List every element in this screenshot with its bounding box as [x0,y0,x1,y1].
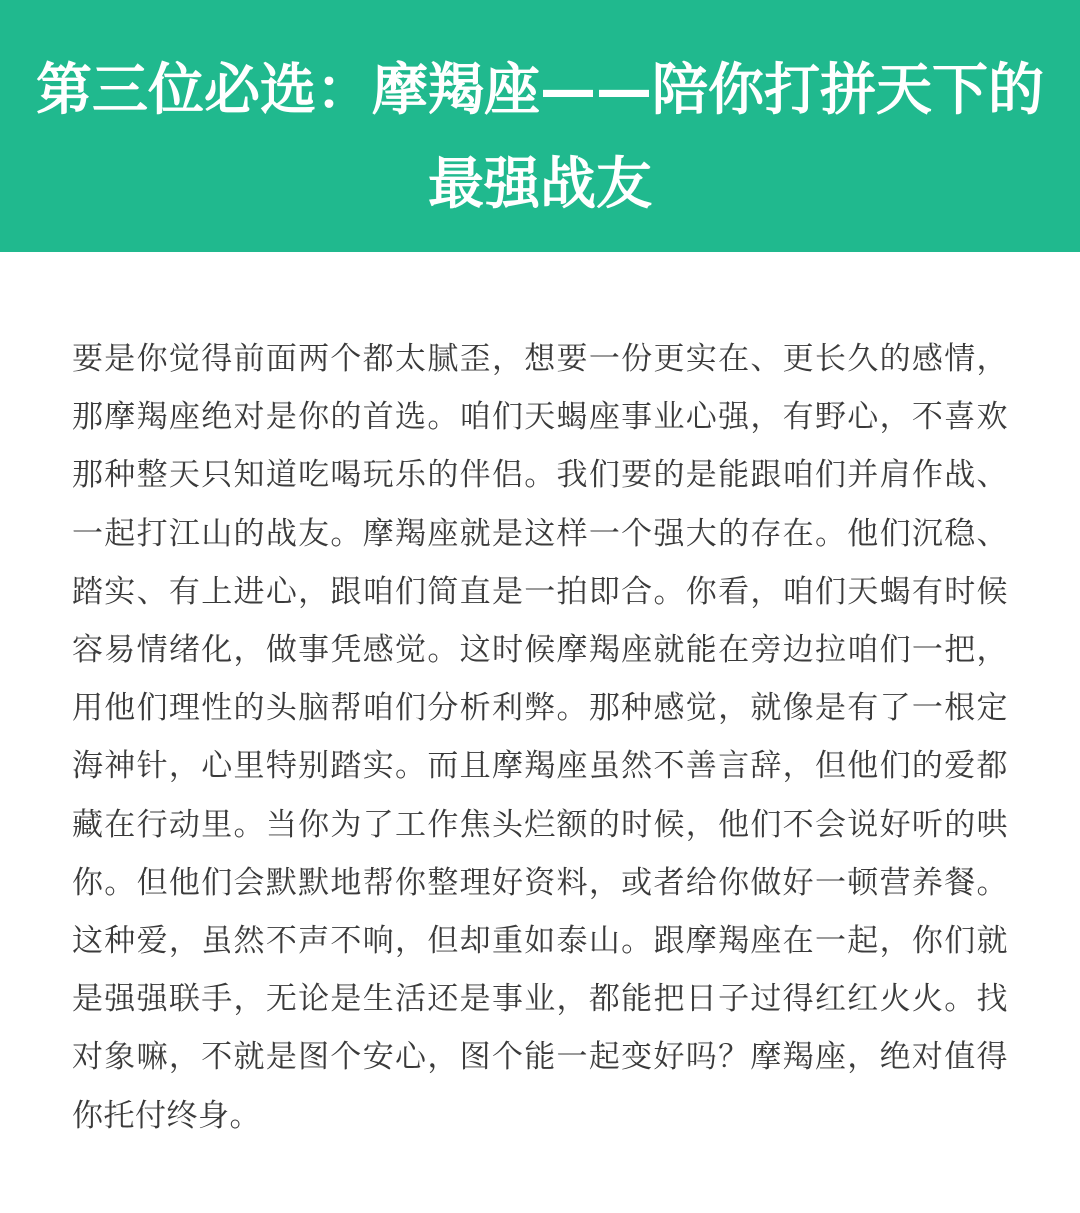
page-title: 第三位必选：摩羯座——陪你打拼天下的最强战友 [36,58,1044,217]
article-body [72,330,1008,1145]
header-banner [0,0,1080,252]
article-paragraph: 要是你觉得前面两个都太腻歪，想要一份更实在、更长久的感情，那摩羯座绝对是你的首选。咱们天蝎座事业心强，有野心，不喜欢那种整天只知道吃喝玩乐的伴侣。我们要的是能跟咱们并肩作战、一起打江山的战友。摩羯座就是这样一个强大的存在。他们沉稳、踏实、有上进心，跟咱们简直是一拍即合。你看，咱们天蝎有时候容易情绪化，做事凭感觉。这时候摩羯座就能在旁边拉咱们一把，用他们理性的头脑帮咱们分析利弊。那种感觉，就像是有了一根定海神针，心里特别踏实。而且摩羯座虽然不善言辞，但他们的爱都藏在行动里。当你为了工作焦头烂额的时候，他们不会说好听的哄你。但他们会默默地帮你整理好资料，或者给你做好一顿营养餐。这种爱，虽然不声不响，但却重如泰山。跟摩羯座在一起，你们就是强强联手，无论是生活还是事业，都能把日子过得红红火火。找对象嘛，不就是图个安心，图个能一起变好吗？摩羯座，绝对值得你托付终身。 [72,341,1008,1134]
